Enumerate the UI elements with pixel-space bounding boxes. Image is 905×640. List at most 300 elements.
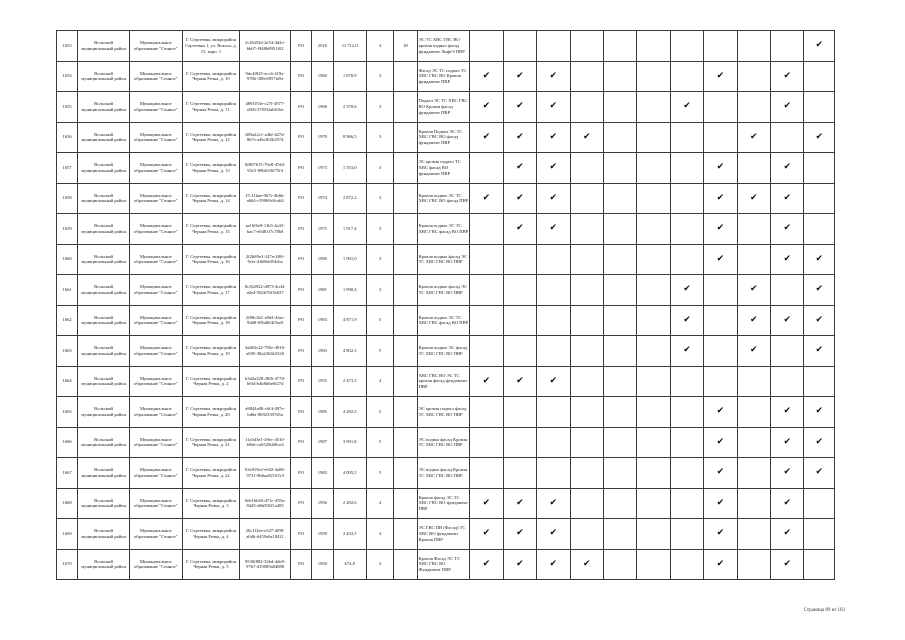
work-check-cell xyxy=(503,122,536,153)
work-check-cell xyxy=(470,427,503,458)
row-number: 1655 xyxy=(57,92,78,123)
checkmark-icon: ✔ xyxy=(716,70,725,81)
table-row xyxy=(57,244,835,275)
municipality-cell: Муниципальное образование "Сенное" xyxy=(129,61,182,92)
works-cell: Кровля подвал фасад ЭС ТС ХВС ГВС ВО ПВР xyxy=(417,275,470,306)
work-check-cell xyxy=(771,122,804,153)
year-cell: 1983 xyxy=(312,458,333,489)
works-cell: Кровля подвал ЭС ТС ХВС ГВС ВО фасад ПВР xyxy=(417,183,470,214)
municipality-cell: Муниципальное образование "Сенное" xyxy=(129,549,182,580)
floors-cell: 4 xyxy=(366,519,393,550)
district-cell: Вольский муниципальный район xyxy=(78,549,130,580)
work-check-cell xyxy=(804,183,835,214)
work-check-cell xyxy=(637,458,670,489)
table-row xyxy=(57,397,835,428)
checkmark-icon: ✔ xyxy=(783,406,792,417)
works-cell: Кровля подвал фасад ЭС ТС ХВС ГВС ВО ПВР xyxy=(417,244,470,275)
works-cell: ХВС ГВС ВО ЭС ТС кровля фасад фундамент ПВР xyxy=(417,366,470,397)
floors-cell: 3 xyxy=(366,244,393,275)
work-check-cell xyxy=(637,519,670,550)
work-check-cell xyxy=(670,92,703,123)
work-check-cell xyxy=(537,458,570,489)
works-cell: ЭС кровля подвал ТС ХВС фасад ВО фундамент ПВР xyxy=(417,153,470,184)
area-cell: 2 872,2 xyxy=(333,183,366,214)
work-check-cell xyxy=(704,153,737,184)
checkmark-icon: ✔ xyxy=(549,497,558,508)
guid-cell: 9530f882-32bd-4de8-97b7-d19089a84888 xyxy=(240,549,291,580)
guid-cell: aa16f6e9-11b5-4a33-bac7-e0d81f7c78b8 xyxy=(240,214,291,245)
work-check-cell xyxy=(637,366,670,397)
floors-cell: 5 xyxy=(366,427,393,458)
area-cell: 1 901,0 xyxy=(333,244,366,275)
table-row xyxy=(57,92,835,123)
checkmark-icon: ✔ xyxy=(783,314,792,325)
work-check-cell xyxy=(570,549,603,580)
row-number: 1659 xyxy=(57,214,78,245)
floors-cell: 3 xyxy=(366,275,393,306)
work-check-cell xyxy=(470,397,503,428)
type-cell: РО xyxy=(290,31,311,62)
work-check-cell xyxy=(771,31,804,62)
entrances-cell xyxy=(394,336,417,367)
work-check-cell xyxy=(570,397,603,428)
municipality-cell: Муниципальное образование "Сенное" xyxy=(129,427,182,458)
work-check-cell xyxy=(537,427,570,458)
checkmark-icon: ✔ xyxy=(815,436,823,447)
address-cell: Г. Сергеевка, микрорайон Черная Речка, д. 4 xyxy=(182,519,240,550)
checkmark-icon: ✔ xyxy=(549,558,558,569)
row-number: 1657 xyxy=(57,153,78,184)
address-cell: Г. Сергеевка, микрорайон Черная Речка, д. 13 xyxy=(182,153,240,184)
work-check-cell xyxy=(637,305,670,336)
checkmark-icon: ✔ xyxy=(783,223,792,234)
work-check-cell xyxy=(603,61,636,92)
checkmark-icon: ✔ xyxy=(750,192,758,203)
type-cell: РО xyxy=(290,183,311,214)
checkmark-icon: ✔ xyxy=(750,284,758,295)
municipality-cell: Муниципальное образование "Сенное" xyxy=(129,244,182,275)
floors-cell: 3 xyxy=(366,92,393,123)
checkmark-icon: ✔ xyxy=(482,497,491,508)
work-check-cell xyxy=(503,458,536,489)
type-cell: РО xyxy=(290,214,311,245)
row-number: 1656 xyxy=(57,122,78,153)
guid-cell: d85a22c1-a4bf-427d-8b7e-a4bc8f2b2974 xyxy=(240,122,291,153)
work-check-cell xyxy=(570,275,603,306)
checkmark-icon: ✔ xyxy=(716,436,725,447)
work-check-cell xyxy=(704,336,737,367)
work-check-cell xyxy=(737,61,770,92)
area-cell: 8 966,5 xyxy=(333,122,366,153)
type-cell: РО xyxy=(290,458,311,489)
district-cell: Вольский муниципальный район xyxy=(78,366,130,397)
table-row xyxy=(57,61,835,92)
entrances-cell xyxy=(394,183,417,214)
work-check-cell xyxy=(603,244,636,275)
floors-cell: 5 xyxy=(366,458,393,489)
district-cell: Вольский муниципальный район xyxy=(78,153,130,184)
district-cell: Вольский муниципальный район xyxy=(78,427,130,458)
work-check-cell xyxy=(470,183,503,214)
work-check-cell xyxy=(570,31,603,62)
row-number: 1670 xyxy=(57,549,78,580)
checkmark-icon: ✔ xyxy=(516,101,524,112)
work-check-cell xyxy=(737,122,770,153)
works-cell: Подвал ЭС ТС ХВС ГВС ВО Кровля фасад фундамент ПВР xyxy=(417,92,470,123)
municipality-cell: Муниципальное образование "Сенное" xyxy=(129,519,182,550)
work-check-cell xyxy=(637,92,670,123)
municipality-cell: Муниципальное образование "Сенное" xyxy=(129,458,182,489)
row-number: 1664 xyxy=(57,366,78,397)
work-check-cell xyxy=(737,549,770,580)
work-check-cell xyxy=(570,214,603,245)
work-check-cell xyxy=(771,61,804,92)
year-cell: 1974 xyxy=(312,183,333,214)
address-cell: Г. Сергеевка, микрорайон Черная Речка, д. 17 xyxy=(182,275,240,306)
type-cell: РО xyxy=(290,397,311,428)
work-check-cell xyxy=(704,122,737,153)
table-row xyxy=(57,214,835,245)
checkmark-icon: ✔ xyxy=(516,162,524,173)
type-cell: РО xyxy=(290,92,311,123)
guid-cell: 2f88c2b1-a9d4-4fae-9dd8-05bd0f4f5ee0 xyxy=(240,305,291,336)
checkmark-icon: ✔ xyxy=(482,131,491,142)
work-check-cell xyxy=(804,488,835,519)
municipality-cell: Муниципальное образование "Сенное" xyxy=(129,336,182,367)
work-check-cell xyxy=(503,305,536,336)
work-check-cell xyxy=(704,305,737,336)
works-cell: ЭС подвал фасад Кровля ТС ХВС ГВС ВО ПВР xyxy=(417,427,470,458)
work-check-cell xyxy=(603,488,636,519)
work-check-cell xyxy=(804,336,835,367)
work-check-cell xyxy=(603,122,636,153)
checkmark-icon: ✔ xyxy=(815,131,823,142)
entrances-cell xyxy=(394,366,417,397)
housing-register-table xyxy=(56,30,835,580)
work-check-cell xyxy=(637,275,670,306)
work-check-cell xyxy=(570,519,603,550)
checkmark-icon: ✔ xyxy=(549,101,558,112)
works-cell: Кровля подвал ЭС ТС ХВС ГВС фасад ВО ПВР xyxy=(417,214,470,245)
checkmark-icon: ✔ xyxy=(783,528,792,539)
year-cell: 1959 xyxy=(312,519,333,550)
checkmark-icon: ✔ xyxy=(783,253,792,264)
checkmark-icon: ✔ xyxy=(482,101,491,112)
works-cell: ЭС ГВС ПВ (Фасад) ТС ХВС ВО фундамент Кровля ПВР xyxy=(417,519,470,550)
work-check-cell xyxy=(704,61,737,92)
area-cell: 2 370,6 xyxy=(333,92,366,123)
table-row xyxy=(57,427,835,458)
area-cell: 3 991,8 xyxy=(333,427,366,458)
year-cell: 1968 xyxy=(312,92,333,123)
checkmark-icon: ✔ xyxy=(516,528,524,539)
floors-cell: 3 xyxy=(366,183,393,214)
floors-cell: 2 xyxy=(366,549,393,580)
work-check-cell xyxy=(537,488,570,519)
district-cell: Вольский муниципальный район xyxy=(78,214,130,245)
row-number: 1658 xyxy=(57,183,78,214)
table-row xyxy=(57,153,835,184)
checkmark-icon: ✔ xyxy=(783,497,792,508)
checkmark-icon: ✔ xyxy=(482,70,491,81)
works-cell: Кровля подвал ЭС фасад ТС ХВС ГВС ВО ПВР xyxy=(417,336,470,367)
district-cell: Вольский муниципальный район xyxy=(78,519,130,550)
year-cell: 1981 xyxy=(312,275,333,306)
checkmark-icon: ✔ xyxy=(516,558,524,569)
work-check-cell xyxy=(570,336,603,367)
year-cell: 1987 xyxy=(312,427,333,458)
work-check-cell xyxy=(670,244,703,275)
guid-cell: 9dc4f825-acc6-419a-978b-300c8957fa9e xyxy=(240,61,291,92)
address-cell: Г. Сергеевка, микрорайон Черная Речка, д. 11 xyxy=(182,92,240,123)
entrances-cell xyxy=(394,397,417,428)
checkmark-icon: ✔ xyxy=(783,192,792,203)
work-check-cell xyxy=(470,92,503,123)
work-check-cell xyxy=(704,92,737,123)
work-check-cell xyxy=(537,549,570,580)
work-check-cell xyxy=(570,244,603,275)
work-check-cell xyxy=(637,183,670,214)
checkmark-icon: ✔ xyxy=(716,406,725,417)
type-cell: РО xyxy=(290,549,311,580)
work-check-cell xyxy=(503,397,536,428)
work-check-cell xyxy=(704,244,737,275)
entrances-cell xyxy=(394,61,417,92)
work-check-cell xyxy=(603,366,636,397)
checkmark-icon: ✔ xyxy=(516,497,524,508)
entrances-cell xyxy=(394,92,417,123)
guid-cell: 8f807615-76e8-47d4-93c5-89b61f6f75f4 xyxy=(240,153,291,184)
checkmark-icon: ✔ xyxy=(716,558,725,569)
row-number: 1669 xyxy=(57,519,78,550)
work-check-cell xyxy=(771,244,804,275)
district-cell: Вольский муниципальный район xyxy=(78,458,130,489)
area-cell: 2 473,3 xyxy=(333,366,366,397)
work-check-cell xyxy=(537,305,570,336)
floors-cell: 4 xyxy=(366,488,393,519)
year-cell: 1950 xyxy=(312,549,333,580)
floors-cell: 5 xyxy=(366,336,393,367)
year-cell: 1956 xyxy=(312,488,333,519)
work-check-cell xyxy=(704,214,737,245)
table-row xyxy=(57,366,835,397)
works-cell: ЭС подвал фасад Кровля ТС ХВС ГВС ВО ПВР xyxy=(417,458,470,489)
work-check-cell xyxy=(537,92,570,123)
table-row xyxy=(57,549,835,580)
work-check-cell xyxy=(670,519,703,550)
work-check-cell xyxy=(537,61,570,92)
checkmark-icon: ✔ xyxy=(783,436,792,447)
district-cell: Вольский муниципальный район xyxy=(78,397,130,428)
work-check-cell xyxy=(670,336,703,367)
district-cell: Вольский муниципальный район xyxy=(78,31,130,62)
floors-cell: 3 xyxy=(366,153,393,184)
municipality-cell: Муниципальное образование "Сенное" xyxy=(129,183,182,214)
entrances-cell xyxy=(394,519,417,550)
table-row xyxy=(57,488,835,519)
work-check-cell xyxy=(603,458,636,489)
work-check-cell xyxy=(503,92,536,123)
checkmark-icon: ✔ xyxy=(815,284,823,295)
checkmark-icon: ✔ xyxy=(549,192,558,203)
work-check-cell xyxy=(603,305,636,336)
address-cell: Г. Сергеевка, микрорайон Черная Речка, д. 21 xyxy=(182,427,240,458)
area-cell: 4 292,5 xyxy=(333,397,366,428)
municipality-cell: Муниципальное образование "Сенное" xyxy=(129,366,182,397)
work-check-cell xyxy=(637,427,670,458)
work-check-cell xyxy=(771,183,804,214)
work-check-cell xyxy=(737,275,770,306)
work-check-cell xyxy=(771,549,804,580)
work-check-cell xyxy=(537,519,570,550)
works-cell: Фасад ЭС ТС подвал ТС ХВС ГВС ВО Кровля фундамент ПВР xyxy=(417,61,470,92)
checkmark-icon: ✔ xyxy=(549,162,558,173)
work-check-cell xyxy=(804,427,835,458)
entrances-cell xyxy=(394,488,417,519)
entrances-cell xyxy=(394,122,417,153)
work-check-cell xyxy=(470,275,503,306)
work-check-cell xyxy=(771,305,804,336)
work-check-cell xyxy=(537,244,570,275)
year-cell: 1975 xyxy=(312,214,333,245)
work-check-cell xyxy=(670,549,703,580)
work-check-cell xyxy=(637,122,670,153)
row-number: 1665 xyxy=(57,397,78,428)
row-number: 1668 xyxy=(57,488,78,519)
address-cell: Г. Сергеевка, микрорайон Черная Речка, д. 15 xyxy=(182,214,240,245)
work-check-cell xyxy=(603,427,636,458)
work-check-cell xyxy=(503,153,536,184)
work-check-cell xyxy=(771,397,804,428)
work-check-cell xyxy=(771,519,804,550)
work-check-cell xyxy=(670,183,703,214)
work-check-cell xyxy=(737,458,770,489)
year-cell: 1970 xyxy=(312,122,333,153)
page-footer: Страница 89 из 103 xyxy=(803,608,845,613)
checkmark-icon: ✔ xyxy=(815,345,823,356)
type-cell: РО xyxy=(290,244,311,275)
checkmark-icon: ✔ xyxy=(750,345,758,356)
row-number: 1660 xyxy=(57,244,78,275)
checkmark-icon: ✔ xyxy=(683,314,691,325)
table-row xyxy=(57,31,835,62)
row-number: 1653 xyxy=(57,31,78,62)
checkmark-icon: ✔ xyxy=(516,223,524,234)
work-check-cell xyxy=(670,458,703,489)
address-cell: Г. Сергеевка, микрорайон Черная Речка, д. 12 xyxy=(182,122,240,153)
row-number: 1667 xyxy=(57,458,78,489)
work-check-cell xyxy=(503,427,536,458)
work-check-cell xyxy=(804,458,835,489)
works-cell: Кровля подвал ЭС ТС ХВС ГВС фасад ВО ПВР xyxy=(417,305,470,336)
entrances-cell xyxy=(394,244,417,275)
work-check-cell xyxy=(503,488,536,519)
work-check-cell xyxy=(737,397,770,428)
work-check-cell xyxy=(704,366,737,397)
address-cell: Г. Сергеевка, микрорайон Черная Речка, д. 10 xyxy=(182,61,240,92)
work-check-cell xyxy=(804,305,835,336)
work-check-cell xyxy=(771,275,804,306)
checkmark-icon: ✔ xyxy=(582,131,591,142)
floors-cell: 4 xyxy=(366,366,393,397)
area-cell: 4 802,3 xyxy=(333,336,366,367)
municipality-cell: Муниципальное образование "Сенное" xyxy=(129,122,182,153)
checkmark-icon: ✔ xyxy=(815,253,823,264)
entrances-cell xyxy=(394,549,417,580)
year-cell: 1983 xyxy=(312,336,333,367)
work-check-cell xyxy=(470,61,503,92)
area-cell: 1 990,4 xyxy=(333,275,366,306)
work-check-cell xyxy=(704,183,737,214)
checkmark-icon: ✔ xyxy=(482,528,491,539)
work-check-cell xyxy=(704,488,737,519)
work-check-cell xyxy=(537,183,570,214)
checkmark-icon: ✔ xyxy=(750,131,758,142)
work-check-cell xyxy=(670,488,703,519)
year-cell: 1980 xyxy=(312,244,333,275)
type-cell: РО xyxy=(290,488,311,519)
work-check-cell xyxy=(670,214,703,245)
work-check-cell xyxy=(637,488,670,519)
checkmark-icon: ✔ xyxy=(716,223,725,234)
guid-cell: e8844a08-c6f4-497e-bd6a-86923397d5a xyxy=(240,397,291,428)
municipality-cell: Муниципальное образование "Сенное" xyxy=(129,31,182,62)
row-number: 1666 xyxy=(57,427,78,458)
work-check-cell xyxy=(503,366,536,397)
address-cell: Г. Сергеевка, микрорайон Черная Речка, д. 5 xyxy=(182,549,240,580)
type-cell: РО xyxy=(290,61,311,92)
type-cell: РО xyxy=(290,427,311,458)
checkmark-icon: ✔ xyxy=(549,70,558,81)
checkmark-icon: ✔ xyxy=(516,192,524,203)
work-check-cell xyxy=(603,153,636,184)
row-number: 1663 xyxy=(57,336,78,367)
work-check-cell xyxy=(771,488,804,519)
area-cell: 4 095,5 xyxy=(333,458,366,489)
work-check-cell xyxy=(603,519,636,550)
work-check-cell xyxy=(737,92,770,123)
table-row xyxy=(57,458,835,489)
type-cell: РО xyxy=(290,366,311,397)
work-check-cell xyxy=(503,183,536,214)
guid-cell: 63e819e2-e942-4a86-9731-9b6aa92167e3 xyxy=(240,458,291,489)
address-cell: Г. Сергеевка, микрорайон Черная Речка, д. 14 xyxy=(182,183,240,214)
floors-cell: 5 xyxy=(366,397,393,428)
checkmark-icon: ✔ xyxy=(815,467,823,478)
work-check-cell xyxy=(804,519,835,550)
district-cell: Вольский муниципальный район xyxy=(78,183,130,214)
work-check-cell xyxy=(470,366,503,397)
row-number: 1662 xyxy=(57,305,78,336)
checkmark-icon: ✔ xyxy=(516,131,524,142)
work-check-cell xyxy=(670,366,703,397)
municipality-cell: Муниципальное образование "Сенное" xyxy=(129,305,182,336)
work-check-cell xyxy=(570,92,603,123)
work-check-cell xyxy=(470,488,503,519)
work-check-cell xyxy=(570,61,603,92)
checkmark-icon: ✔ xyxy=(783,162,792,173)
entrances-cell xyxy=(394,275,417,306)
work-check-cell xyxy=(804,275,835,306)
work-check-cell xyxy=(537,122,570,153)
work-check-cell xyxy=(704,427,737,458)
area-cell: 1 917,4 xyxy=(333,214,366,245)
address-cell: Г. Сергеевка, микрорайон Черная Речка, д. 18 xyxy=(182,305,240,336)
work-check-cell xyxy=(804,549,835,580)
checkmark-icon: ✔ xyxy=(716,497,725,508)
work-check-cell xyxy=(704,458,737,489)
area-cell: 674,8 xyxy=(333,549,366,580)
